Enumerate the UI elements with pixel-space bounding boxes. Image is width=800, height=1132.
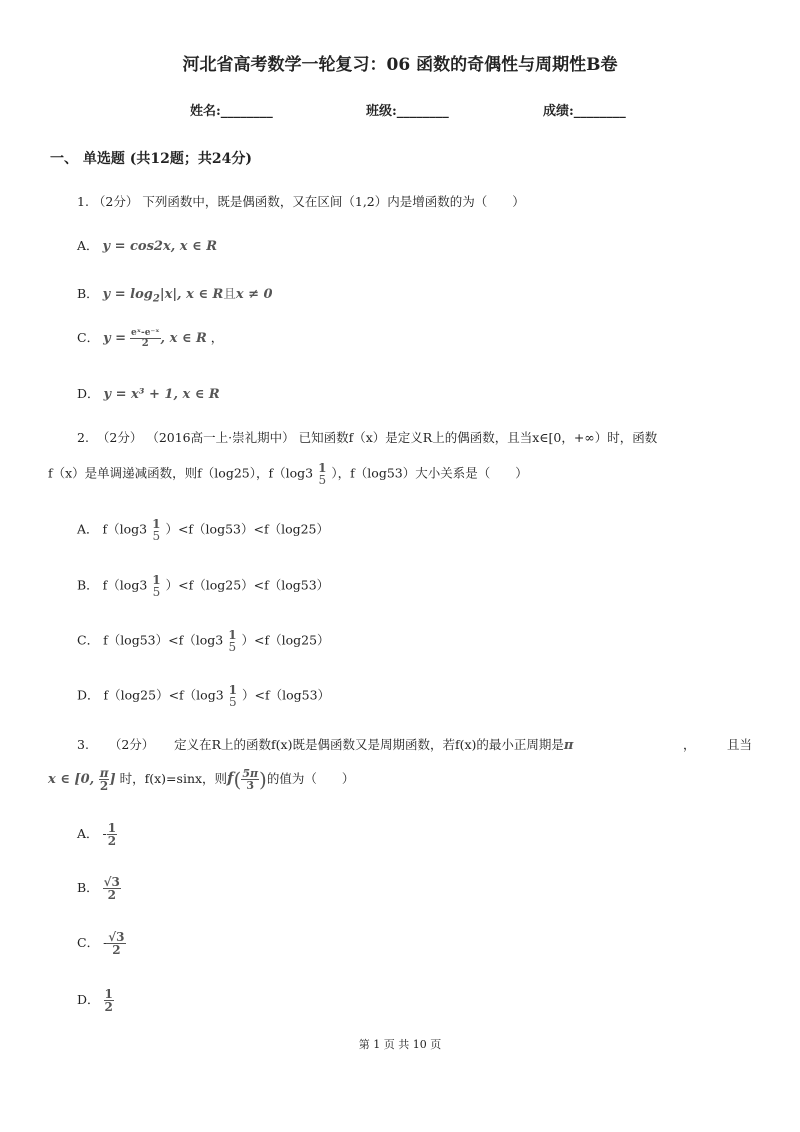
option-text: f（log25）<f（log3: [103, 687, 224, 703]
fraction: $\frac{1}{2}$: [107, 821, 117, 848]
question-number: 3.: [77, 737, 89, 752]
question-stem: 时，f(x)=sinx，则: [119, 771, 228, 786]
option-label: A．: [77, 521, 99, 537]
fraction-one-fifth: 1 5: [228, 683, 237, 709]
question-stem: f（x）是单调递减函数，则f（log25），f（log3: [48, 465, 314, 481]
denominator: 2: [141, 337, 149, 349]
minus-sign: -: [103, 935, 108, 950]
option-math: y =: [103, 331, 127, 346]
option-math: y = cos2x, x ∈ R: [102, 239, 217, 254]
option-math: y = log: [102, 287, 153, 302]
option-text: ）<f（log25）: [241, 632, 330, 648]
option-label: B．: [77, 286, 99, 301]
q3-option-c[interactable]: [77, 931, 126, 956]
q1-option-a[interactable]: [77, 236, 217, 254]
q2-option-c[interactable]: [77, 629, 330, 653]
q3-option-b[interactable]: [77, 876, 121, 901]
option-tail: ，: [210, 330, 224, 345]
pi-symbol: π: [563, 738, 574, 753]
option-label: B．: [77, 577, 99, 593]
question-stem: 定义在R上的函数f(x)既是偶函数又是周期函数，若f(x)的最小正周期是: [174, 737, 564, 752]
question-source: （2016高一上·崇礼期中）: [146, 430, 295, 445]
question-stem: 已知函数f（x）是定义R上的偶函数，且当x∈[0，+∞）时，函数: [298, 430, 658, 445]
question-3-line-2: x ∈ [0, $\frac{\pi}{2}$ ] 时，f(x)=sinx，则f( $\frac{5\pi}{3}$ )的值为（ ）: [48, 766, 355, 793]
question-score: （2分）: [92, 194, 139, 209]
fraction: [130, 329, 161, 349]
option-text: ）<f（log53）: [241, 687, 331, 703]
option-and: 且: [223, 286, 236, 301]
option-text: ）<f（log25）<f（log53）: [165, 577, 330, 593]
section-heading: 一、 单选题 (共12题；共24分): [50, 151, 252, 167]
fraction-one-fifth: 1 5: [318, 461, 327, 487]
q2-option-b[interactable]: [77, 574, 329, 598]
option-label: D．: [77, 386, 100, 401]
question-stem: 的值为（ ）: [266, 771, 355, 786]
q1-option-d[interactable]: [77, 384, 220, 402]
question-comma: ，: [683, 737, 696, 752]
option-text: f（log53）<f（log3: [103, 632, 224, 648]
q3-option-d[interactable]: [77, 988, 114, 1013]
question-1: [77, 192, 525, 210]
question-number: 1.: [77, 194, 89, 209]
q2-option-d[interactable]: [77, 684, 330, 708]
fraction-one-fifth: 1 5: [228, 628, 237, 654]
q2-option-a[interactable]: [77, 518, 329, 542]
minus-sign: -: [102, 826, 107, 841]
log-base: 2: [152, 293, 160, 305]
interval-math: x ∈ [0,: [48, 772, 99, 787]
option-label: C．: [77, 935, 100, 950]
q1-option-b[interactable]: [77, 284, 273, 305]
question-number: 2.: [77, 430, 89, 445]
option-label: D．: [77, 687, 100, 703]
option-text: f（log3: [102, 521, 148, 537]
fraction: $\frac{1}{2}$: [104, 987, 113, 1014]
fraction: $\frac{√3}{2}$: [103, 875, 120, 902]
fraction-pi-half: $\frac{\pi}{2}$: [99, 766, 109, 793]
question-stem: ），f（log53）大小关系是（ ）: [331, 465, 528, 481]
option-math: y = x³ + 1, x ∈ R: [103, 387, 220, 402]
question-stem: 下列函数中，既是偶函数，又在区间（1,2）内是增函数的为（ ）: [142, 194, 525, 209]
question-2-line-2: [48, 462, 528, 486]
page-footer: 第 1 页 共 10 页: [358, 1038, 442, 1051]
question-score: （2分）: [108, 737, 155, 752]
function-f: f: [227, 769, 234, 787]
option-math-domain: , x ∈ R: [160, 331, 207, 346]
option-label: A．: [77, 238, 99, 253]
fraction-one-fifth: 1 5: [152, 517, 161, 543]
option-label: C．: [77, 632, 100, 648]
name-field: 姓名:________: [190, 104, 273, 119]
fraction-5pi-3: $\frac{5\pi}{3}$: [242, 767, 259, 792]
option-text: ）<f（log53）<f（log25）: [165, 521, 330, 537]
fraction: $\frac{√3}{2}$: [108, 930, 125, 957]
option-text: f（log3: [102, 577, 148, 593]
class-field: 班级:________: [366, 104, 449, 119]
interval-end: ]: [109, 772, 116, 787]
question-2-line-1: [77, 428, 657, 446]
q1-option-c[interactable]: [77, 328, 223, 349]
numerator: eˣ-e⁻ˣ: [131, 327, 160, 338]
question-and: 且当: [727, 737, 753, 752]
option-label: D．: [77, 992, 100, 1007]
option-label: C．: [77, 330, 100, 345]
option-label: A．: [77, 826, 99, 841]
q3-option-a[interactable]: [77, 822, 117, 847]
option-label: B．: [77, 880, 99, 895]
option-math-cond: x ≠ 0: [235, 287, 273, 302]
question-score: （2分）: [96, 430, 143, 445]
option-math-abs: |x|, x ∈ R: [159, 287, 224, 302]
score-field: 成绩:________: [543, 104, 626, 119]
question-3-line-1: [77, 735, 752, 753]
page-title: 河北省高考数学一轮复习：06 函数的奇偶性与周期性B卷: [182, 55, 618, 75]
fraction-one-fifth: 1 5: [152, 573, 161, 599]
